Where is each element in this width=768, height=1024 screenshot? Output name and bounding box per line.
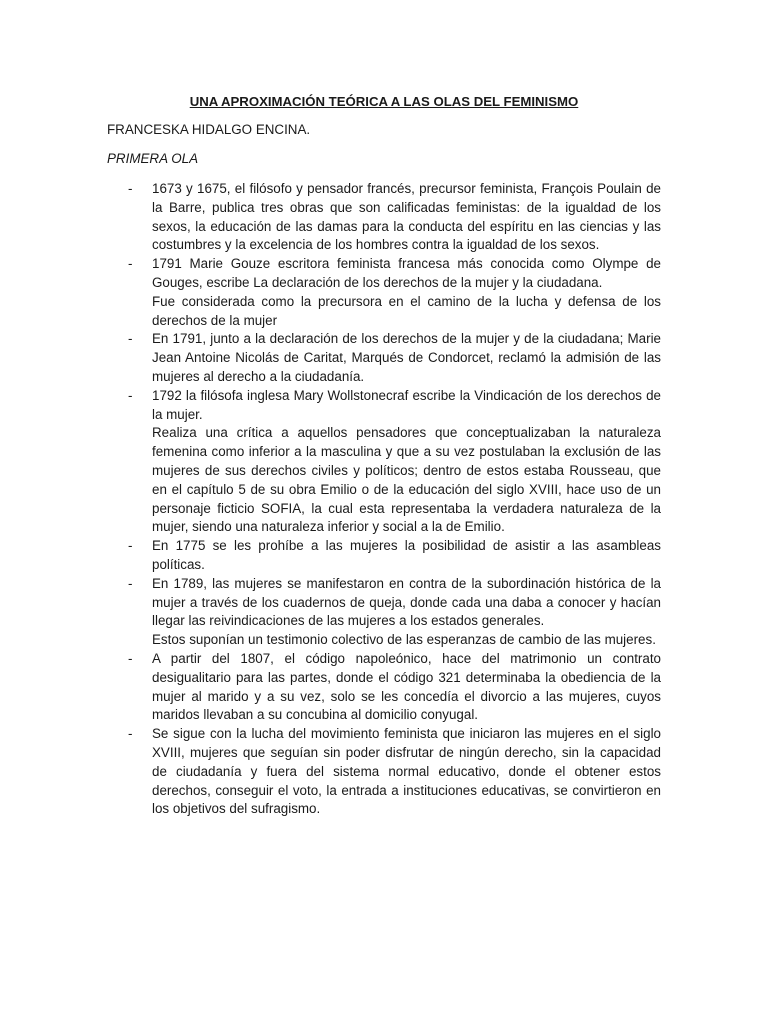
list-item [0, 575, 768, 650]
author-name: FRANCESKA HIDALGO ENCINA. [107, 122, 311, 137]
list-item [0, 650, 768, 725]
bullet-dash: - [128, 331, 133, 347]
bullet-dash: - [128, 575, 133, 591]
list-item-paragraph: 1791 Marie Gouze escritora feminista francesa más conocida como Olympe de Gouges, escribe La declaración de los derechos de la mujer y la ciudadana. [152, 256, 661, 290]
list-item-paragraph: En 1789, las mujeres se manifestaron en contra de la subordinación histórica de la mujer a través de los cuadernos de queja, donde cada una daba a conocer y hacían llegar las reivindicaciones de las mujeres a los estados generales. [152, 575, 661, 629]
list-item [0, 387, 768, 537]
list-item-paragraph: En 1791, junto a la declaración de los derechos de la mujer y de la ciudadana; Marie Jean Antoine Nicolás de Caritat, Marqués de Condorcet, reclamó la admisión de las mujeres al derecho a la ciudadanía. [152, 331, 661, 384]
list-item [0, 255, 768, 330]
list-item-paragraph: Se sigue con la lucha del movimiento feminista que iniciaron las mujeres en el siglo XVIII, mujeres que seguían sin poder disfrutar de ningún derecho, sin la capacidad de ciudadanía y fuera del sistema normal educativo, donde el obtener estos derechos, conseguir el voto, la entrada a instituciones educativas, se convirtieron en los objetivos del sufragismo. [152, 726, 661, 817]
bullet-dash: - [128, 726, 133, 742]
list-item-paragraph: 1673 y 1675, el filósofo y pensador francés, precursor feminista, François Poulain de la Barre, publica tres obras que son calificadas feministas: de la igualdad de los sexos, la educación de las damas para la conducta del espíritu en las ciencias y las costumbres y la excelencia de los hombres contra la igualdad de los sexos. [152, 181, 661, 253]
bullet-dash: - [128, 181, 133, 196]
list-item [0, 180, 768, 255]
bullet-list [0, 180, 768, 819]
list-item-paragraph: A partir del 1807, el código napoleónico, hace del matrimonio un contrato desigualitario para las partes, donde el código 321 determinaba la obediencia de la mujer al marido y a su vez, solo se les concedía el divorcio a las mujeres, cuyos maridos llevaban a su concubina al domicilio conyugal. [152, 650, 661, 723]
list-item-paragraph: Realiza una crítica a aquellos pensadores que conceptualizaban la naturaleza femenina como inferior a la masculina y que a su vez postulaban la exclusión de las mujeres de sus derechos civiles y políticos; dentro de estos estaba Rousseau, que en el capítulo 5 de su obra Emilio o de la educación del siglo XVIII, hace uso de un personaje ficticio SOFIA, la cual esta representaba la verdadera naturaleza de la mujer, siendo una naturaleza inferior y social a la de Emilio. [152, 425, 661, 535]
list-item [0, 330, 768, 386]
list-item-paragraph: Fue considerada como la precursora en el camino de la lucha y defensa de los derechos de la mujer [152, 293, 661, 328]
list-item-paragraph: En 1775 se les prohíbe a las mujeres la posibilidad de asistir a las asambleas políticas. [152, 538, 661, 572]
list-item [0, 725, 768, 819]
list-item-paragraph: Estos suponían un testimonio colectivo de las esperanzas de cambio de las mujeres. [152, 632, 656, 648]
bullet-dash: - [128, 387, 133, 403]
bullet-dash: - [128, 650, 133, 666]
section-heading: PRIMERA OLA [107, 151, 199, 166]
bullet-dash: - [128, 256, 133, 272]
list-item-paragraph: 1792 la filósofa inglesa Mary Wollstonecraf escribe la Vindicación de los derechos de la mujer. [152, 387, 661, 422]
document-title: UNA APROXIMACIÓN TEÓRICA A LAS OLAS DEL FEMINISMO [189, 94, 579, 109]
bullet-dash: - [128, 538, 133, 554]
list-item [0, 537, 768, 575]
